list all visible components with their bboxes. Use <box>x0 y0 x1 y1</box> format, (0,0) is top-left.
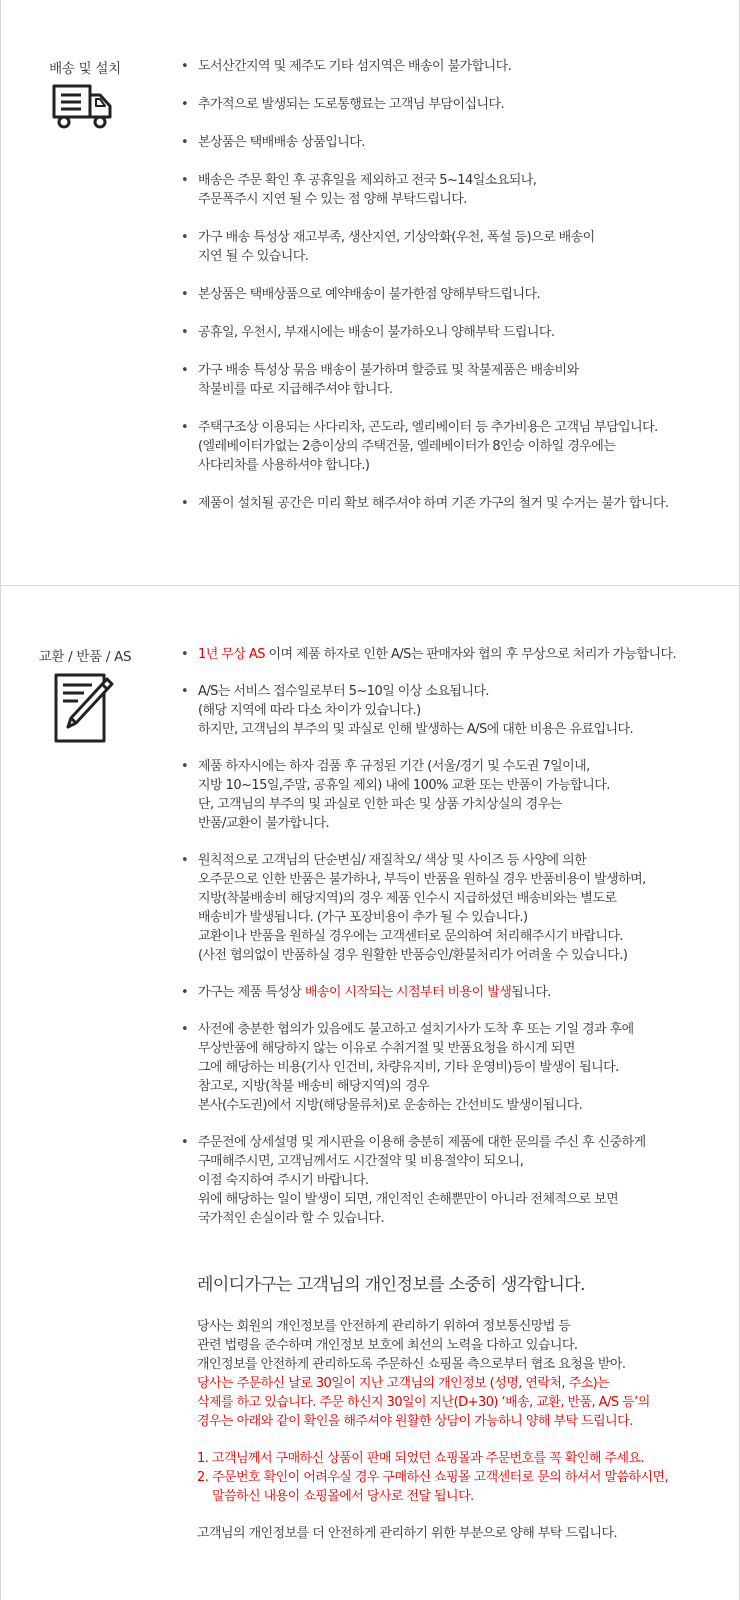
returns-notice-list <box>180 645 676 1228</box>
step-number: 2. <box>197 1470 209 1485</box>
delivery-item <box>180 171 668 209</box>
returns-item-1 <box>180 645 676 664</box>
delivery-item-line: • 추가적으로 발생되는 도로통행료는 고객님 부담이십니다. <box>198 97 505 112</box>
privacy-warning-line: 당사는 주문하신 날로 30일이 지난 고객님의 개인정보 (성명, 연락처, 주소)는 <box>197 1376 610 1391</box>
returns-item-4-line: 오주문으로 인한 반품은 불가하나, 부득이 반품을 원하실 경우 반품비용이 발생하며, <box>198 872 646 887</box>
step-text: 고객님께서 구매하신 상품이 판매 되었던 쇼핑몰과 주문번호를 꼭 확인해 주세요. <box>212 1451 645 1466</box>
returns-item-4-line: 배송비가 발생됩니다. (가구 포장비용이 추가 될 수 있습니다.) <box>198 910 528 925</box>
returns-item-7-line: 국가적인 손실이라 할 수 있습니다. <box>198 1211 385 1226</box>
step-text: 주문번호 확인이 어려우실 경우 구매하신 쇼핑몰 고객센터로 문의 하셔서 말씀하시면, <box>212 1470 669 1485</box>
delivery-truck-icon <box>52 84 114 134</box>
returns-item-5 <box>180 983 676 1002</box>
returns-item-1-text: 이며 제품 하자로 인한 A/S는 판매자와 협의 후 무상으로 처리가 가능합니다. <box>264 647 677 662</box>
delivery-item-line: • 본상품은 택배배송 상품입니다. <box>198 135 365 150</box>
privacy-body-line: 관련 법령을 준수하며 개인정보 보호에 최선의 노력을 다하고 있습니다. <box>197 1338 578 1353</box>
section-divider <box>0 585 740 586</box>
returns-item-3-line: • 제품 하자시에는 하자 검품 후 규정된 기간 (서울/경기 및 수도권 7일이내, <box>198 759 590 774</box>
returns-item-2-line: 하지만, 고객님의 부주의 및 과실로 인해 발생하는 A/S에 대한 비용은 유료입니다. <box>198 722 634 737</box>
delivery-item-line: • 배송은 주문 확인 후 공휴일을 제외하고 전국 5~14일소요되나, <box>198 173 537 188</box>
privacy-body <box>197 1317 737 1431</box>
delivery-item-line: • 도서산간지역 및 제주도 기타 섬지역은 배송이 불가합니다. <box>198 59 512 74</box>
delivery-item-line: 사다리차를 사용하셔야 합니다.) <box>198 458 370 473</box>
delivery-item-line: 지연 될 수 있습니다. <box>198 249 309 264</box>
returns-item-2-line: (해당 지역에 따라 다소 차이가 있습니다.) <box>198 703 421 718</box>
delivery-item <box>180 228 668 266</box>
free-as-highlight: 1년 무상 AS <box>198 647 265 662</box>
cost-start-highlight: 배송이 시작되는 시점부터 비용이 발생 <box>304 985 512 1000</box>
delivery-item <box>180 285 668 304</box>
delivery-item <box>180 95 668 114</box>
returns-item-6-line: 그에 해당하는 비용(기사 인건비, 차량유지비, 기타 운영비)등이 발생이 됩니다. <box>198 1060 619 1075</box>
delivery-item-line: 착불비를 따로 지급해주셔야 합니다. <box>198 382 393 397</box>
delivery-item <box>180 361 668 399</box>
returns-item-6-line: 참고로, 지방(착불 배송비 해당지역)의 경우 <box>198 1079 430 1094</box>
returns-item-7 <box>180 1133 676 1228</box>
delivery-item <box>180 57 668 76</box>
returns-item-2 <box>180 682 676 739</box>
document-pen-icon <box>54 673 114 749</box>
returns-item-2-line: • A/S는 서비스 접수일로부터 5~10일 이상 소요됩니다. <box>198 684 490 699</box>
returns-item-7-line: 위에 해당하는 일이 발생이 되면, 개인적인 손해뿐만이 아니라 전체적으로 보면 <box>198 1192 619 1207</box>
returns-item-6 <box>180 1020 676 1115</box>
returns-item-4-line: 지방(착불배송비 해당지역)의 경우 제품 인수시 지급하셨던 배송비와는 별도로 <box>198 891 617 906</box>
delivery-item-line: (엘레베이터가없는 2층이상의 주택건물, 엘레베이터가 8인승 이하일 경우에는 <box>198 439 616 454</box>
returns-section-title: 교환 / 반품 / AS <box>38 649 132 665</box>
returns-item-5-text-end: 됩니다. <box>511 985 551 1000</box>
privacy-step <box>197 1468 737 1506</box>
returns-item-6-line: • 사전에 충분한 협의가 있음에도 불고하고 설치기사가 도착 후 또는 기일 경과 후에 <box>198 1022 634 1037</box>
returns-item-3-line: 단, 고객님의 부주의 및 과실로 인한 파손 및 상품 가치상실의 경우는 <box>198 797 562 812</box>
privacy-steps <box>197 1449 737 1506</box>
returns-item-3-line: 지방 10~15일,주말, 공휴일 제외) 내에 100% 교환 또는 반품이 가능합니다. <box>198 778 610 793</box>
returns-item-4-line: 교환이나 반품을 원하실 경우에는 고객센터로 문의하여 처리해주시기 바랍니다. <box>198 929 623 944</box>
delivery-section-title: 배송 및 설치 <box>49 61 121 77</box>
returns-item-4 <box>180 851 676 965</box>
privacy-title: 레이디가구는 고객님의 개인정보를 소중히 생각합니다. <box>197 1275 585 1295</box>
delivery-item <box>180 418 668 475</box>
privacy-warning-line: 경우는 아래와 같이 확인을 해주셔야 원활한 상담이 가능하니 양해 부탁 드립니다. <box>197 1414 633 1429</box>
delivery-item <box>180 133 668 152</box>
returns-item-6-line: 무상반품에 해당하지 않는 이유로 수취거절 및 반품요청을 하시게 되면 <box>198 1041 575 1056</box>
returns-item-4-line: (사전 협의없이 반품하실 경우 원활한 반품승인/환불처리가 어려울 수 있습니다.) <box>198 948 628 963</box>
delivery-item-line: • 주택구조상 이용되는 사다리차, 곤도라, 엘리베이터 등 추가비용은 고객님 부담입니다. <box>198 420 658 435</box>
returns-item-7-line: 구매해주시면, 고객님께서도 시간절약 및 비용절약이 되오니, <box>198 1154 524 1169</box>
returns-item-3 <box>180 757 676 833</box>
returns-item-3-line: 반품/교환이 불가합니다. <box>198 816 330 831</box>
privacy-body-line: 개인정보를 안전하게 관리하도록 주문하신 쇼핑몰 측으로부터 협조 요청을 받아. <box>197 1357 626 1372</box>
delivery-item <box>180 494 668 513</box>
returns-item-7-line: 이점 숙지하여 주시기 바랍니다. <box>198 1173 369 1188</box>
privacy-notice <box>197 1270 737 1543</box>
returns-item-6-line: 본사(수도권)에서 지방(해당물류처)로 운송하는 간선비도 발생이됩니다. <box>198 1098 583 1113</box>
delivery-item-line: • 제품이 설치될 공간은 미리 확보 해주셔야 하며 기존 가구의 철거 및 수거는 불가 합니다. <box>198 496 669 511</box>
left-border <box>0 0 1 1600</box>
delivery-notice-list <box>180 57 668 532</box>
returns-item-7-line: • 주문전에 상세설명 및 게시판을 이용해 충분히 제품에 대한 문의를 주신 후 신중하게 <box>198 1135 646 1150</box>
returns-item-5-text: 가구는 제품 특성상 <box>198 985 305 1000</box>
step-text: 말씀하신 내용이 쇼핑몰에서 당사로 전달 됩니다. <box>212 1489 474 1504</box>
privacy-step <box>197 1449 737 1468</box>
returns-item-4-line: • 원칙적으로 고객님의 단순변심/ 재질착오/ 색상 및 사이즈 등 사양에 의한 <box>198 853 587 868</box>
privacy-body-line: 당사는 회원의 개인정보를 안전하게 관리하기 위하여 정보통신망법 등 <box>197 1319 571 1334</box>
privacy-closing: 고객님의 개인정보를 더 안전하게 관리하기 위한 부분으로 양해 부탁 드립니다. <box>197 1526 618 1541</box>
delivery-item-line: 주문폭주시 지연 될 수 있는 점 양해 부탁드립니다. <box>198 192 467 207</box>
delivery-item-line: • 가구 배송 특성상 묶음 배송이 불가하며 할증료 및 착불제품은 배송비와 <box>198 363 579 378</box>
delivery-item-line: • 가구 배송 특성상 재고부족, 생산지연, 기상악화(우천, 폭설 등)으로 배송이 <box>198 230 595 245</box>
privacy-warning-line: 삭제를 하고 있습니다. 주문 하신지 30일이 지난(D+30) ‘배송, 교환, 반품, A/S 등’의 <box>197 1395 650 1410</box>
delivery-item-line: • 공휴일, 우천시, 부재시에는 배송이 불가하오니 양해부탁 드립니다. <box>198 325 555 340</box>
delivery-item <box>180 323 668 342</box>
delivery-item-line: • 본상품은 택배상품으로 예약배송이 불가한점 양해부탁드립니다. <box>198 287 541 302</box>
step-number: 1. <box>197 1451 209 1466</box>
